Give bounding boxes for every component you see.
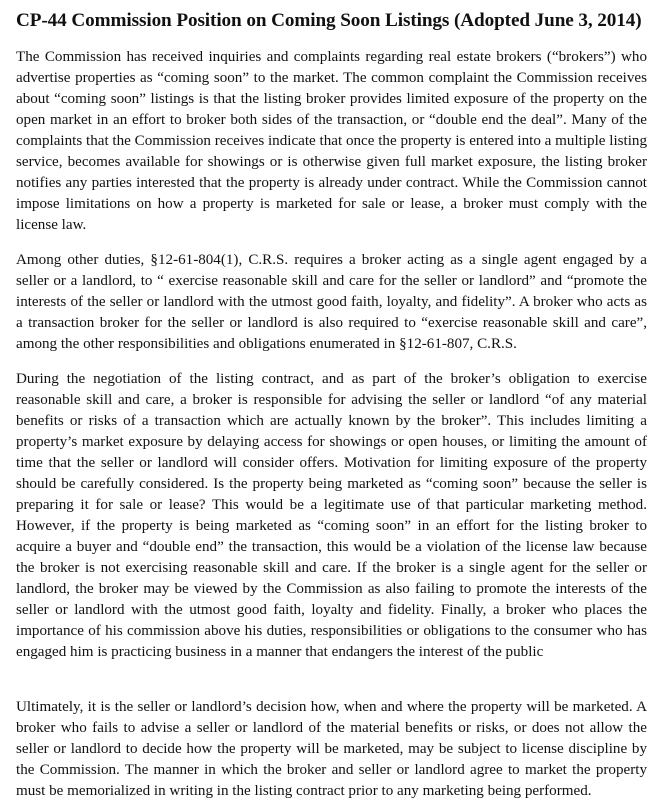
document-page bbox=[16, 0, 647, 802]
document-title: CP-44 Commission Position on Coming Soon Listings (Adopted June 3, 2014) bbox=[16, 10, 642, 31]
paragraph-listing-negotiation: During the negotiation of the listing contract, and as part of the broker’s obligation to exercise reasonable skill and care, a broker is responsible for advising the seller or landlord “of any material benefits or risks of a transaction which are actually known by the broker”. This includes limiting a property’s market exposure by delaying access for showings or open houses, or limiting the amount of time that the seller or landlord will consider offers. Motivation for limiting exposure of the property should be carefully considered. Is the property being marketed as “coming soon” because the seller is preparing it for sale or lease? This would be a legitimate use of that particular marketing method. However, if the property is being marketed as “coming soon” in an effort for the listing broker to acquire a buyer and “double end” the transaction, this would be a violation of the license law because the broker is not exercising reasonable skill and care. If the broker is a single agent for the seller or landlord, the broker may be viewed by the Commission as also failing to promote the interests of the seller or landlord with the utmost good faith, loyalty and fidelity. Finally, a broker who places the importance of his commission above his duties, responsibilities or obligations to the consumer who has engaged him is practicing business in a manner that endangers the interest of the public bbox=[16, 371, 647, 660]
paragraph-complaints-overview: The Commission has received inquiries and complaints regarding real estate brokers (“brokers”) who advertise properties as “coming soon” to the market. The common complaint the Commission receives about “coming soon” listings is that the listing broker provides limited exposure of the property on the open market in an effort to broker both sides of the transaction, or “double end the deal”. Many of the complaints that the Commission receives indicate that once the property is entered into a multiple listing service, becomes available for showings or is otherwise given full market exposure, the listing broker notifies any parties interested that the property is already under contract. While the Commission cannot impose limitations on how a property is marketed for sale or lease, a broker must comply with the license law. bbox=[16, 49, 647, 233]
paragraph-broker-duties: Among other duties, §12-61-804(1), C.R.S. requires a broker acting as a single agent engaged by a seller or a landlord, to “ exercise reasonable skill and care for the seller or landlord” and “promote the interests of the seller or landlord with the utmost good faith, loyalty, and fidelity”. A broker who acts as a transaction broker for the seller or landlord is also required to “exercise reasonable skill and care”, among the other responsibilities and obligations enumerated in §12-61-807, C.R.S. bbox=[16, 252, 647, 352]
paragraph-seller-decision: Ultimately, it is the seller or landlord’s decision how, when and where the property will be marketed. A broker who fails to advise a seller or landlord of the material benefits or risks, or does not allow the seller or landlord to decide how the property will be marketed, may be subject to license discipline by the Commission. The manner in which the broker and seller or landlord agree to market the property must be memorialized in writing in the listing contract prior to any marketing being performed. bbox=[16, 699, 647, 799]
